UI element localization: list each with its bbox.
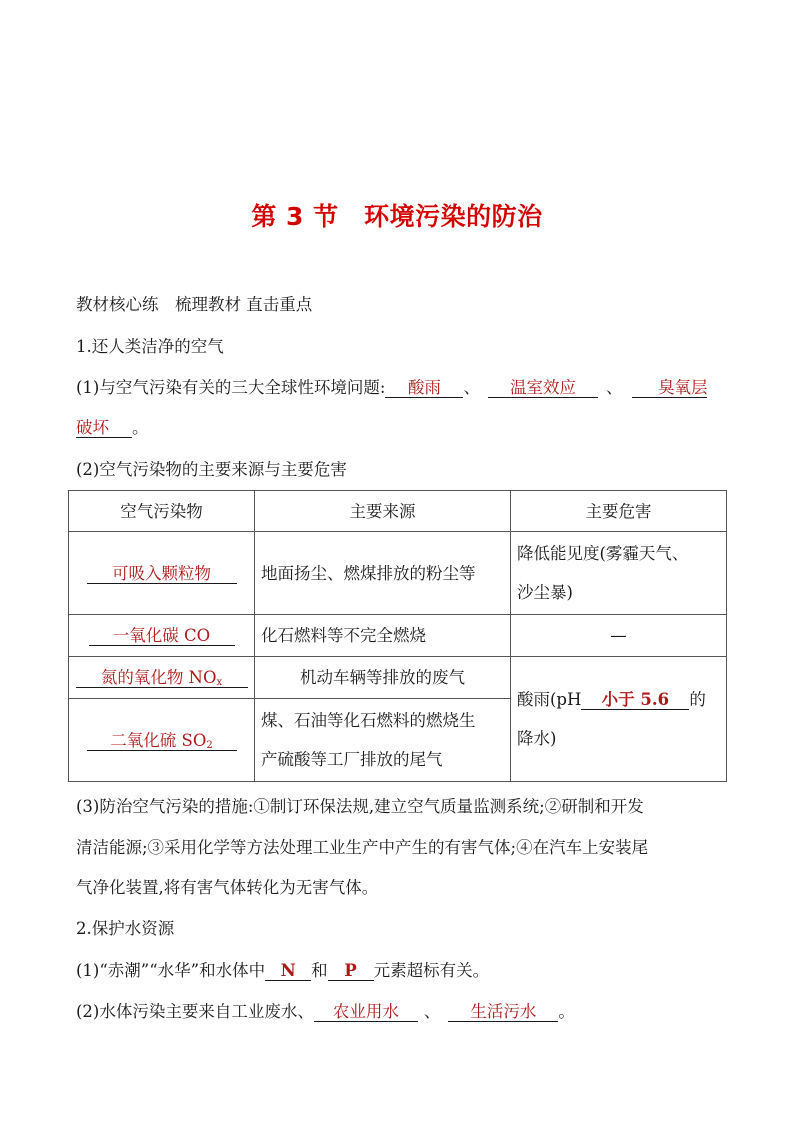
- page-title: 第 3 节 环境污染的防治: [251, 202, 543, 231]
- pollutant-answer: 一氧化碳 CO: [112, 626, 211, 645]
- acid-rain-blank: [581, 690, 689, 710]
- section1-heading: 1.还人类洁净的空气: [76, 337, 224, 356]
- q1-separator-2: 、: [605, 378, 623, 397]
- table-header-row: [69, 491, 727, 532]
- s2-q2-answer-agriculture: 农业用水: [332, 1002, 399, 1021]
- q1-blank-2: [488, 378, 598, 398]
- s2-q1-answer-n: N: [280, 961, 296, 980]
- s2-q2: [76, 1002, 575, 1022]
- pollutant-answer-main: 二氧化硫 SO: [110, 730, 207, 750]
- col-header-pollutant: 空气污染物: [69, 491, 255, 532]
- harm-cell: —: [511, 615, 727, 657]
- pollutant-answer: [110, 731, 212, 750]
- s2-q1-answer-p: P: [344, 961, 357, 980]
- s2-q1-mid: 和: [311, 961, 328, 980]
- source-cell: 化石燃料等不完全燃烧: [255, 615, 511, 657]
- acid-rain-answer: 小于 5.6: [601, 690, 670, 709]
- q1-answer-acid-rain: 酸雨: [407, 378, 441, 397]
- s2-q2-separator: 、: [423, 1002, 441, 1021]
- pollutant-cell: [69, 615, 255, 657]
- q3-line2: 清洁能源;③采用化学等方法处理工业生产中产生的有害气体;④在汽车上安装尾: [76, 838, 649, 857]
- source-cell: [255, 699, 511, 782]
- q1-suffix: 。: [132, 418, 149, 437]
- q1-answer-ozone-part2: 破坏: [76, 418, 109, 437]
- intro-text: 教材核心练 梳理教材 直击重点: [76, 295, 313, 314]
- s2-q1-suffix: 元素超标有关。: [373, 961, 490, 980]
- source-cell: 机动车辆等排放的废气: [255, 657, 511, 699]
- s2-q2-suffix: 。: [558, 1002, 575, 1021]
- q1-prefix: (1)与空气污染有关的三大全球性环境问题:: [76, 378, 386, 397]
- pollutant-blank: [76, 668, 248, 688]
- q1-blank-3-cont: [76, 418, 132, 438]
- pollutant-answer-main: 氮的氧化物 NO: [100, 668, 217, 687]
- section2-heading: 2.保护水资源: [76, 919, 175, 938]
- q3-line1: (3)防治空气污染的措施:①制订环保法规,建立空气质量监测系统;②研制和开发: [76, 797, 644, 816]
- source-cell: 地面扬尘、燃煤排放的粉尘等: [255, 532, 511, 615]
- acid-rain-prefix: 酸雨(pH: [517, 690, 582, 709]
- s2-q2-blank-2: [448, 1002, 558, 1022]
- table-row: [69, 657, 727, 699]
- acid-rain-line2: 降水): [517, 729, 557, 748]
- q2-heading: (2)空气污染物的主要来源与主要危害: [76, 460, 347, 479]
- q1-line1: [76, 378, 707, 398]
- q1-answer-ozone-part1: 臭氧层: [657, 378, 708, 397]
- s2-q1-blank-2: [328, 961, 374, 981]
- pollutant-answer: 可吸入颗粒物: [112, 563, 211, 583]
- source-line1: 煤、石油等化石燃料的燃烧生: [261, 711, 476, 730]
- acid-rain-line1: [517, 686, 720, 713]
- acid-rain-cell: [511, 657, 727, 782]
- harm-line2: 沙尘暴): [517, 583, 573, 602]
- col-header-harm: 主要危害: [511, 491, 727, 532]
- col-header-source: 主要来源: [255, 491, 511, 532]
- harm-line1: 降低能见度(雾霾天气、: [517, 544, 689, 563]
- pollutant-cell: [69, 657, 255, 699]
- pollutant-cell: [69, 532, 255, 615]
- pollutant-answer: [101, 668, 222, 687]
- pollutant-cell: [69, 699, 255, 782]
- s2-q1-prefix: (1)“赤潮”“水华”和水体中: [76, 961, 266, 980]
- q1-blank-3: [632, 378, 707, 398]
- q1-line2: [76, 418, 149, 438]
- harm-cell: [511, 532, 727, 615]
- s2-q2-blank-1: [314, 1002, 418, 1022]
- acid-rain-suffix: 的: [689, 690, 706, 709]
- s2-q1-blank-1: [265, 961, 311, 981]
- s2-q1: [76, 961, 489, 981]
- q1-separator-1: 、: [463, 378, 480, 397]
- pollutant-blank: [87, 731, 237, 751]
- table-row: [69, 532, 727, 615]
- table-row: [69, 615, 727, 657]
- q3-line3: 气净化装置,将有害气体转化为无害气体。: [76, 878, 379, 897]
- source-line2: 产硫酸等工厂排放的尾气: [261, 750, 443, 769]
- pollutant-answer-subscript: x: [216, 677, 223, 688]
- s2-q2-prefix: (2)水体污染主要来自工业废水、: [76, 1002, 314, 1021]
- pollutant-blank: [87, 564, 237, 584]
- pollutant-answer-subscript: 2: [206, 739, 213, 751]
- q1-blank-1: [385, 378, 463, 398]
- s2-q2-answer-domestic: 生活污水: [470, 1002, 537, 1021]
- pollutant-blank: [89, 626, 235, 646]
- q1-answer-greenhouse: 温室效应: [509, 378, 576, 397]
- pollution-table: [68, 490, 727, 782]
